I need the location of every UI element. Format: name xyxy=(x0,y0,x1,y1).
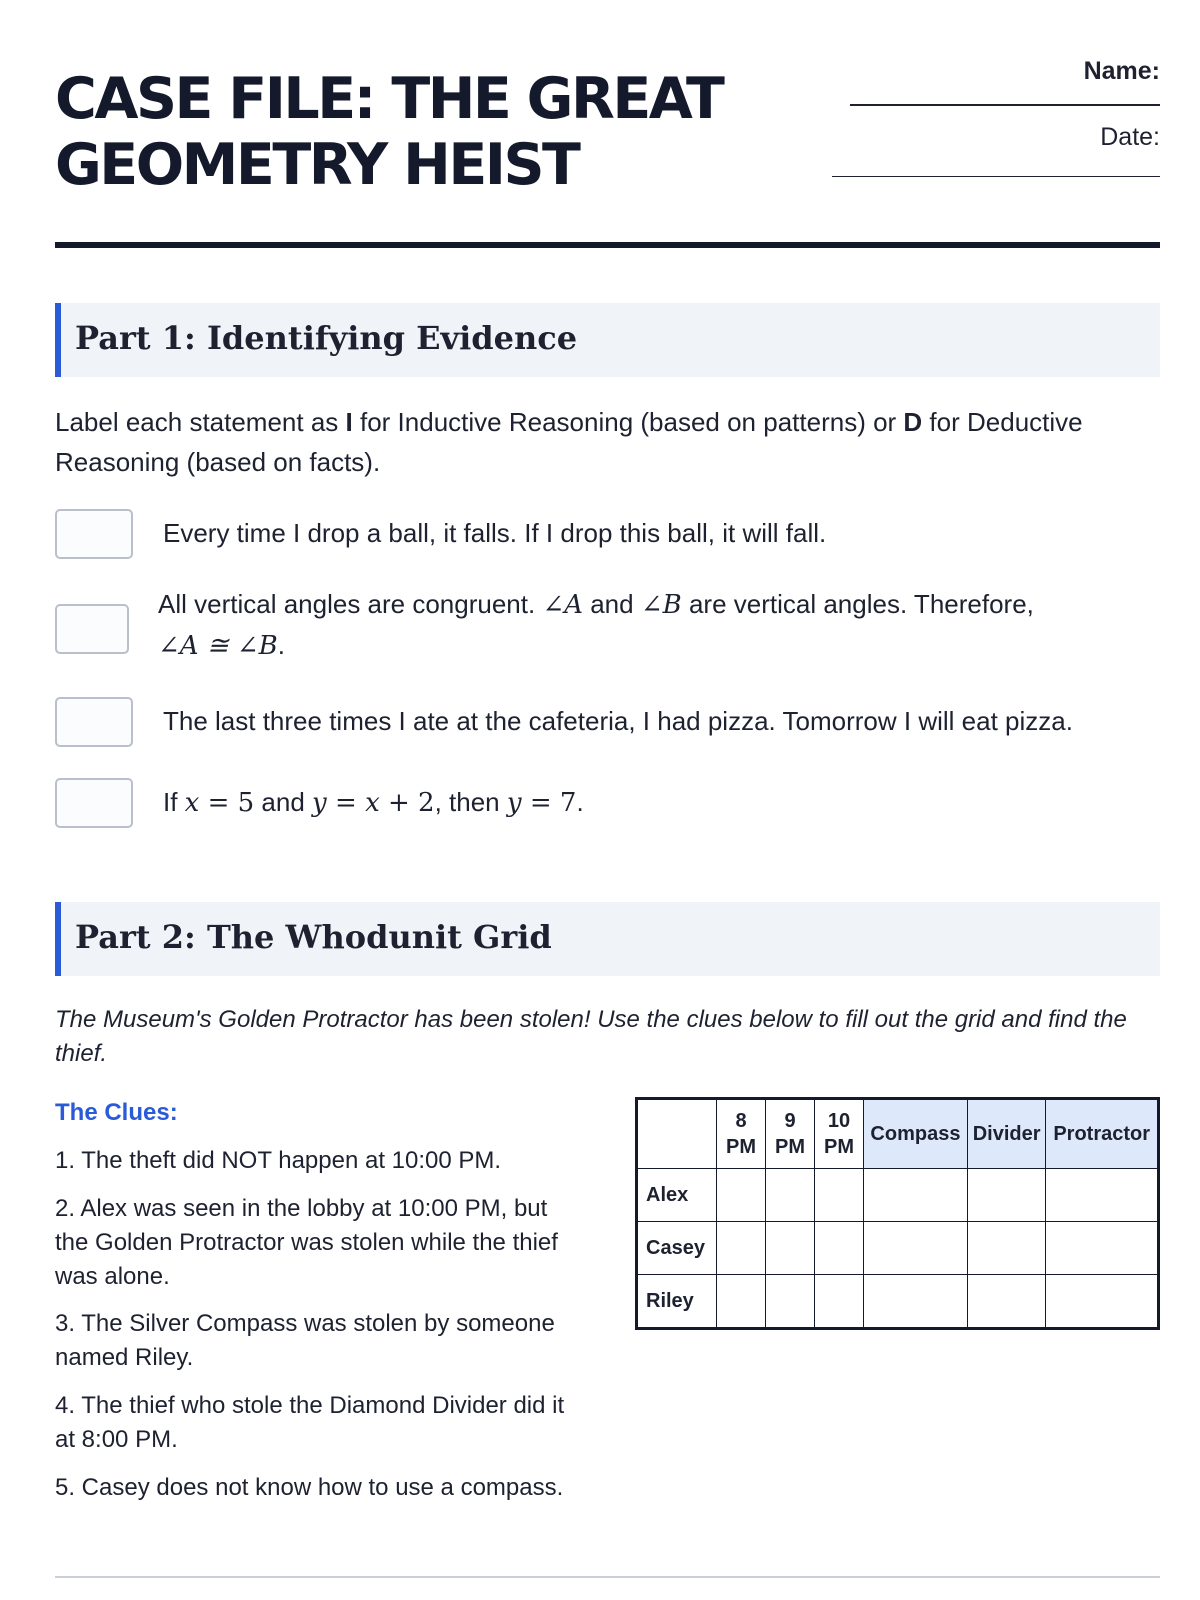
answer-box[interactable] xyxy=(55,778,133,828)
clue-item: 5. Casey does not know how to use a compass. xyxy=(55,1474,564,1501)
stmt-math: = 7 xyxy=(521,788,577,818)
answer-box[interactable] xyxy=(55,697,133,747)
date-label: Date: xyxy=(1100,123,1160,151)
part1-header xyxy=(55,303,1160,377)
statement-text: Every time I drop a ball, it falls. If I drop this ball, it will fall. xyxy=(163,518,827,548)
stmt-math: ∠A ≅ ∠B xyxy=(158,631,278,661)
grid-header-time xyxy=(717,1099,766,1169)
part2-story: The Museum's Golden Protractor has been stolen! Use the clues below to fill out the grid and find the thief. xyxy=(55,1006,1127,1067)
clue-item: 3. The Silver Compass was stolen by someone named Riley. xyxy=(55,1310,555,1371)
clue-item: 4. The thief who stole the Diamond Divider did it at 8:00 PM. xyxy=(55,1392,565,1453)
stmt-math: y xyxy=(506,788,522,818)
grid-header-time xyxy=(766,1099,815,1169)
grid-row-casey xyxy=(637,1222,1159,1275)
stmt-math: ∠A xyxy=(542,590,583,620)
grid-header-item: Divider xyxy=(967,1099,1046,1169)
grid-cell[interactable] xyxy=(815,1222,864,1275)
clue-item: 2. Alex was seen in the lobby at 10:00 PM, but the Golden Protractor was stolen while the thief was alone. xyxy=(55,1195,558,1290)
grid-row-riley xyxy=(637,1275,1159,1329)
grid-suspect-name: Alex xyxy=(637,1169,717,1222)
statement-text: The last three times I ate at the cafeteria, I had pizza. Tomorrow I will eat pizza. xyxy=(163,706,1073,736)
name-label: Name: xyxy=(1083,57,1160,85)
answer-box[interactable] xyxy=(55,509,133,559)
grid-cell[interactable] xyxy=(766,1169,815,1222)
instr-text-3: for Deductive Reasoning (based on facts). xyxy=(55,407,1083,477)
grid-header-time xyxy=(815,1099,864,1169)
time-num: 9 xyxy=(784,1110,796,1132)
stmt-math: ∠B xyxy=(640,590,682,620)
grid-cell[interactable] xyxy=(967,1275,1046,1329)
grid-cell[interactable] xyxy=(815,1169,864,1222)
stmt-math: x xyxy=(184,788,200,818)
grid-header-row xyxy=(637,1099,1159,1169)
grid-cell[interactable] xyxy=(864,1275,968,1329)
stmt-part: and xyxy=(254,787,313,817)
name-date-block xyxy=(820,56,1160,177)
stmt-part: . xyxy=(576,787,584,817)
stmt-part: are vertical angles. Therefore, xyxy=(681,589,1034,619)
answer-box[interactable] xyxy=(55,604,129,654)
time-num: 8 xyxy=(735,1110,747,1132)
grid-corner-cell xyxy=(637,1099,717,1169)
part2-header xyxy=(55,902,1160,976)
part1-instructions xyxy=(55,402,1160,482)
stmt-part: . xyxy=(277,630,286,660)
grid-cell[interactable] xyxy=(717,1275,766,1329)
clues-title: The Clues: xyxy=(55,1099,178,1126)
grid-cell[interactable] xyxy=(967,1222,1046,1275)
instr-text-2: for Inductive Reasoning (based on patterns) or xyxy=(352,407,904,437)
grid-cell[interactable] xyxy=(1046,1275,1159,1329)
time-num: 10 xyxy=(827,1110,851,1132)
grid-cell[interactable] xyxy=(864,1222,968,1275)
part2-heading: Part 2: The Whodunit Grid xyxy=(75,918,552,956)
grid-row-alex xyxy=(637,1169,1159,1222)
part1-heading: Part 1: Identifying Evidence xyxy=(75,319,578,357)
page-title: CASE FILE: THE GREAT GEOMETRY HEIST xyxy=(55,66,723,198)
statement-text xyxy=(163,782,584,823)
stmt-part: All vertical angles are congruent. xyxy=(158,589,543,619)
grid-header-item: Compass xyxy=(864,1099,968,1169)
stmt-part: and xyxy=(583,589,641,619)
grid-suspect-name: Casey xyxy=(637,1222,717,1275)
statement-text xyxy=(158,584,1118,666)
time-unit: PM xyxy=(824,1136,854,1158)
stmt-part: If xyxy=(163,787,185,817)
instr-text-1: Label each statement as xyxy=(55,407,346,437)
grid-cell[interactable] xyxy=(717,1169,766,1222)
grid-cell[interactable] xyxy=(1046,1169,1159,1222)
date-field[interactable] xyxy=(832,158,1160,177)
header-divider xyxy=(55,242,1160,248)
name-field[interactable] xyxy=(850,86,1160,106)
stmt-math: = 5 xyxy=(199,788,255,818)
grid-cell[interactable] xyxy=(1046,1222,1159,1275)
stmt-math: + 2 xyxy=(379,788,435,818)
instr-letter-d: D xyxy=(903,407,923,437)
stmt-math: y xyxy=(312,788,327,818)
instr-letter-i: I xyxy=(345,407,353,437)
grid-cell[interactable] xyxy=(717,1222,766,1275)
grid-cell[interactable] xyxy=(864,1169,968,1222)
grid-cell[interactable] xyxy=(815,1275,864,1329)
worksheet-page xyxy=(55,0,1160,1600)
stmt-math: x xyxy=(365,788,380,818)
whodunit-grid xyxy=(635,1097,1160,1330)
grid-cell[interactable] xyxy=(766,1275,815,1329)
stmt-math: = xyxy=(326,788,366,818)
time-unit: PM xyxy=(775,1136,805,1158)
grid-cell[interactable] xyxy=(766,1222,815,1275)
grid-suspect-name: Riley xyxy=(637,1275,717,1329)
clue-item: 1. The theft did NOT happen at 10:00 PM. xyxy=(55,1147,502,1174)
stmt-part: , then xyxy=(434,787,507,817)
time-unit: PM xyxy=(726,1136,756,1158)
footer-divider xyxy=(55,1576,1160,1578)
grid-header-item: Protractor xyxy=(1046,1099,1159,1169)
grid-cell[interactable] xyxy=(967,1169,1046,1222)
